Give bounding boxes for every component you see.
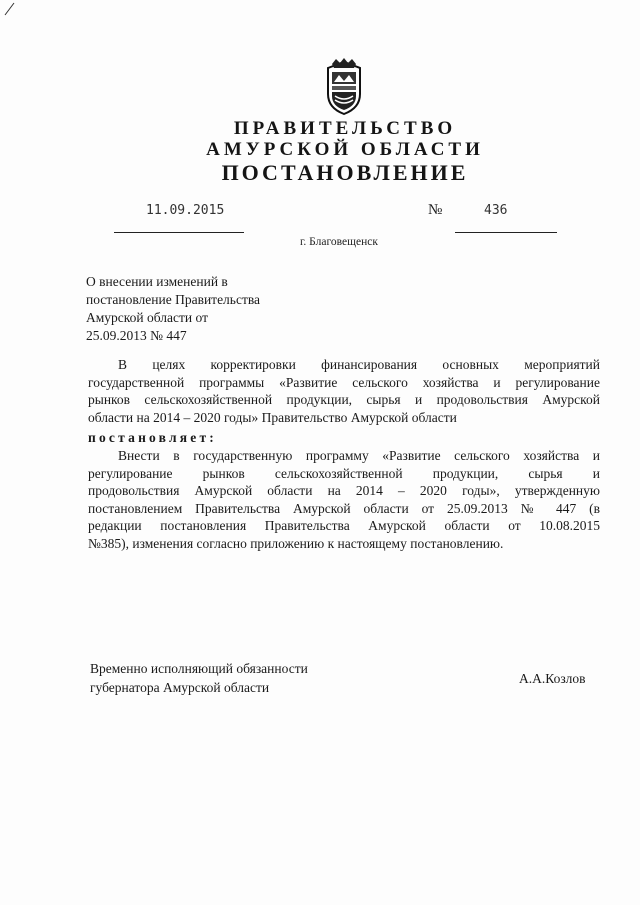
city-label: г. Благовещенск xyxy=(300,236,378,248)
corner-stroke-mark xyxy=(4,2,16,16)
paragraph-line: В целях корректировки финансирования основных мероприятий xyxy=(118,357,600,372)
coat-of-arms-icon xyxy=(322,58,366,116)
subject-line: постановление Правительства xyxy=(86,292,261,307)
paragraph-line: продовольствия Амурской области на 2014 – 2020 годы», утвержденную xyxy=(88,483,600,498)
paragraph-line: постановлением Правительства Амурской области от 25.09.2013 № 447 (в xyxy=(88,500,600,516)
paragraph-line: №385), изменения согласно приложению к настоящему постановлению. xyxy=(88,535,504,551)
decree-word: постановляет: xyxy=(88,430,217,445)
paragraph-line: Внести в государственную программу «Развитие сельского хозяйства и xyxy=(118,448,600,463)
subject-line: О внесении изменений в xyxy=(86,274,228,289)
org-name-line-1: ПРАВИТЕЛЬСТВО xyxy=(233,118,457,139)
document-date: 11.09.2015 xyxy=(146,203,225,218)
paragraph-line: области на 2014 – 2020 годы» Правительство Амурской области xyxy=(88,409,457,425)
org-name-line-2: АМУРСКОЙ ОБЛАСТИ xyxy=(206,139,484,160)
document-number: 436 xyxy=(484,203,508,218)
paragraph-line: рынков сельскохозяйственной продукции, сырья и продовольствия Амурской xyxy=(88,392,600,407)
signatory-position xyxy=(90,659,308,697)
subject-line: 25.09.2013 № 447 xyxy=(86,328,187,343)
paragraph-line: государственной программы «Развитие сельского хозяйства и регулирование xyxy=(88,374,600,390)
preamble-paragraph xyxy=(88,356,600,426)
document-subject xyxy=(86,273,316,345)
paragraph-line: регулирование рынков сельскохозяйственной продукции, сырья и xyxy=(88,465,600,481)
resolution-paragraph xyxy=(88,447,600,552)
number-sign: № xyxy=(428,202,443,218)
subject-line: Амурской области от xyxy=(86,310,208,325)
document-type-title: ПОСТАНОВЛЕНИЕ xyxy=(221,160,469,185)
paragraph-line: редакции постановления Правительства Амурской области от 10.08.2015 xyxy=(88,518,600,533)
signatory-name: А.А.Козлов xyxy=(519,671,586,686)
position-line: губернатора Амурской области xyxy=(90,680,270,695)
position-line: Временно исполняющий обязанности xyxy=(90,661,308,676)
